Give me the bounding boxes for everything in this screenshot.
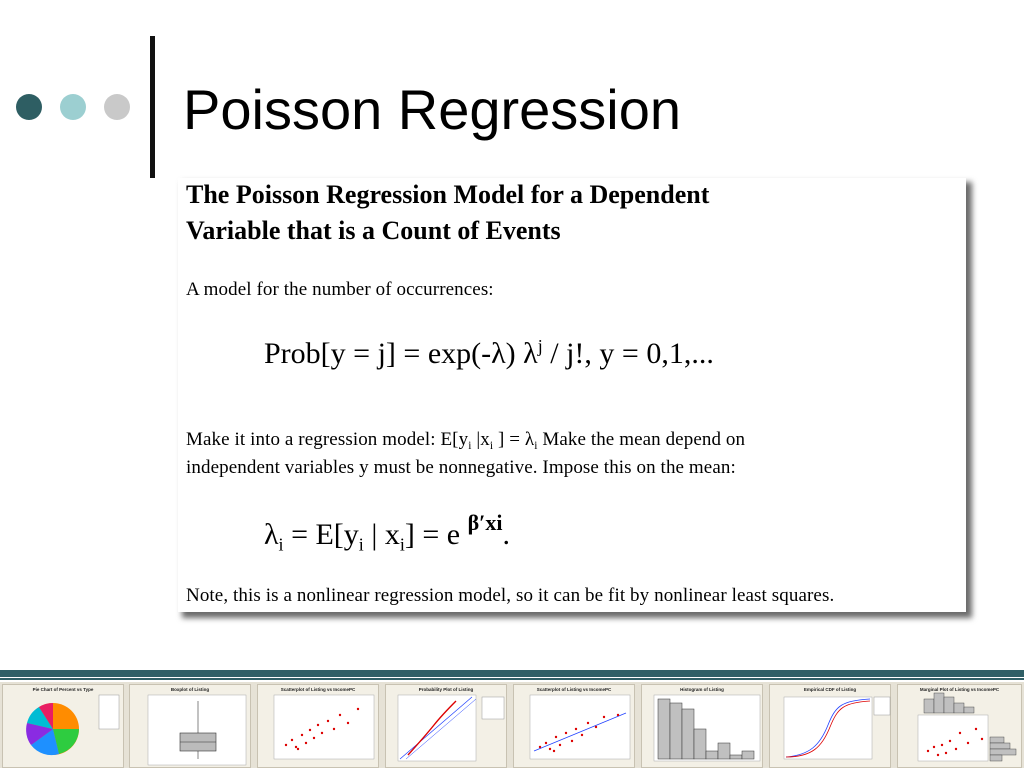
probability-plot-graphic	[386, 685, 508, 769]
thumbnail-empirical-cdf	[769, 684, 891, 768]
slide-title: Poisson Regression	[183, 78, 682, 141]
histogram-graphic	[642, 685, 764, 769]
thumbnail-title: Empirical CDF of Listing	[803, 687, 857, 692]
panel-heading-line2: Variable that is a Count of Events	[186, 216, 561, 245]
decor-dot-1	[16, 94, 42, 120]
equation-poisson-probability: Prob[y = j] = exp(-λ) $\lambda^j$ / j!, y = 0,1,...	[264, 336, 714, 370]
empirical-cdf-graphic	[770, 685, 892, 769]
panel-line-nonnegative: independent variables y must be nonnegative. Impose this on the mean:	[186, 457, 736, 478]
thumbnail-title: Scatterplot of Listing vs IncomePC	[280, 687, 356, 692]
thumbnail-scatterplot-1	[257, 684, 379, 768]
panel-note: Note, this is a nonlinear regression model, so it can be fit by nonlinear least squares.	[186, 585, 835, 606]
decor-dot-2	[60, 94, 86, 120]
panel-intro: A model for the number of occurrences:	[186, 279, 494, 300]
boxplot-graphic	[130, 685, 252, 769]
equation-conditional-mean: $\lambda_i = E[y_i$ | $x_i] = e$ $^{\beta'xi}$.	[264, 510, 510, 555]
thumbnail-boxplot	[129, 684, 251, 768]
panel-heading-line1: The Poisson Regression Model for a Dependent	[186, 180, 710, 209]
thumbnail-marginal-plot	[897, 684, 1022, 768]
thumbnail-probability-plot	[385, 684, 507, 768]
decor-dot-3	[104, 94, 130, 120]
marginal-plot-graphic	[898, 685, 1023, 769]
pie-chart-graphic	[3, 685, 125, 769]
thumbnail-pie-chart	[2, 684, 124, 768]
thumbnail-histogram	[641, 684, 763, 768]
thumbnail-title: Scatterplot of Listing vs IncomePC	[536, 687, 612, 692]
scatterplot-2-graphic	[514, 685, 636, 769]
thumbnail-scatterplot-2	[513, 684, 635, 768]
thumbnail-title: Probability Plot of Listing	[418, 687, 474, 692]
content-panel	[178, 178, 966, 612]
scatterplot-1-graphic	[258, 685, 380, 769]
footer-rule-thick	[0, 670, 1024, 677]
thumbnail-title: Marginal Plot of Listing vs IncomePC	[919, 687, 1000, 692]
footer-rule-thin	[0, 678, 1024, 680]
thumbnail-title: Histogram of Listing	[680, 687, 724, 692]
thumbnail-title: Pie Chart of Percent vs Type	[32, 687, 94, 692]
thumbnail-title: Boxplot of Listing	[170, 687, 210, 692]
title-divider	[150, 36, 155, 178]
panel-line-regression-model: Make it into a regression model: $E[y_i$ $|x_i$ ] = $\lambda_i$ Make the mean depend on	[186, 429, 746, 452]
